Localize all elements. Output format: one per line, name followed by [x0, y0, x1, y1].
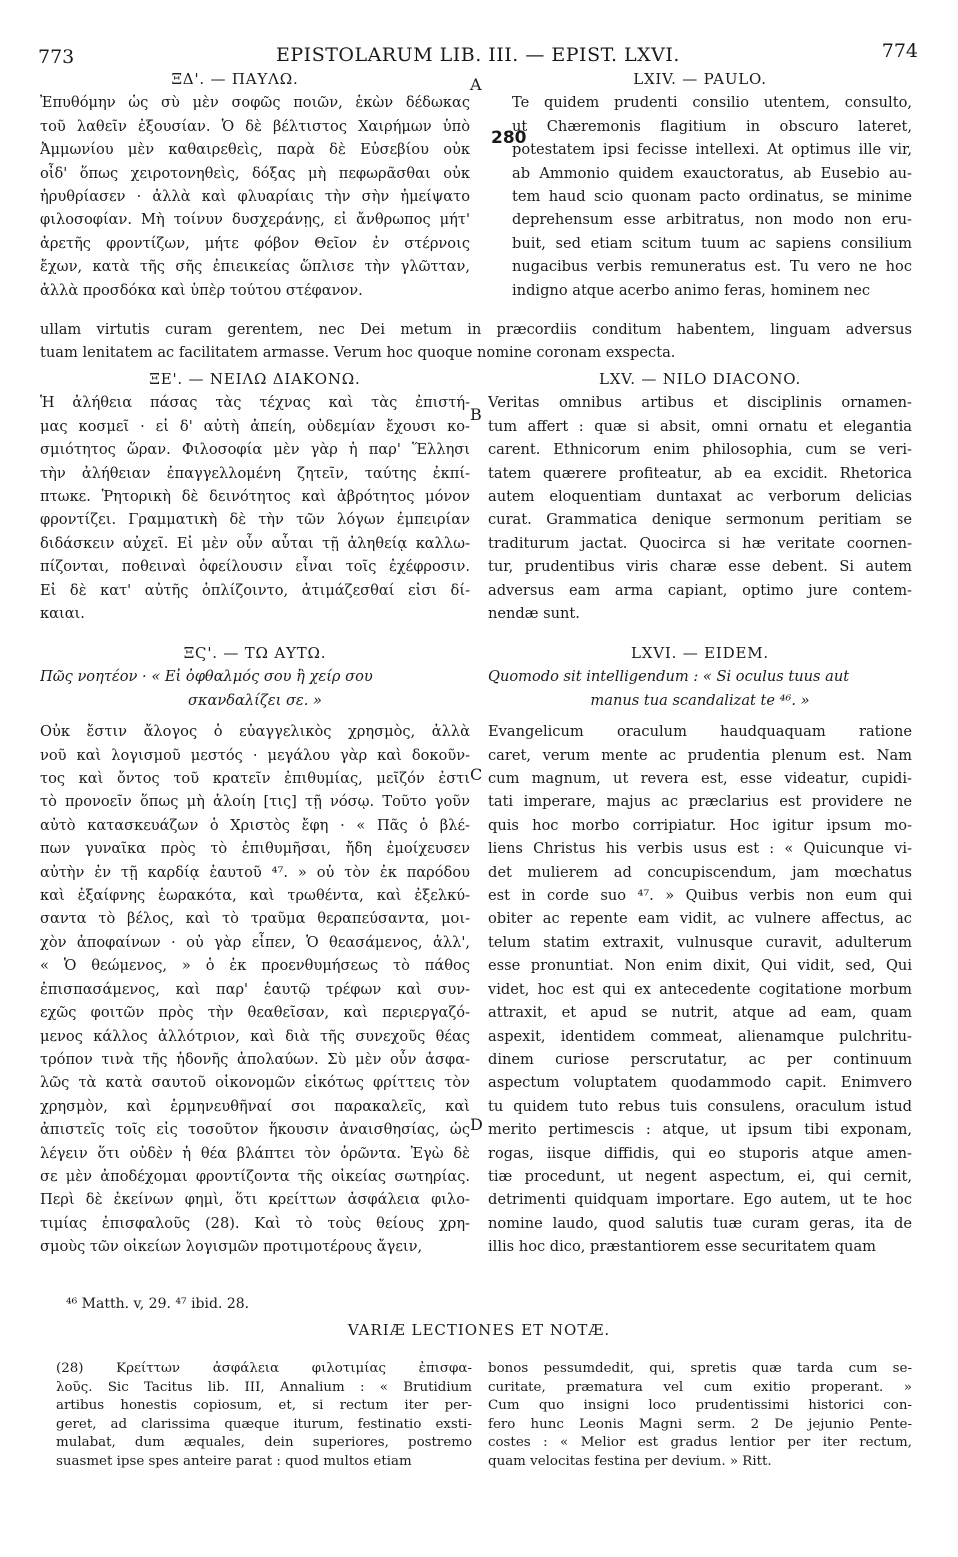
letter-64-latin-text: [488, 91, 912, 302]
latin-text-line: ut Chæremonis flagitium in obscuro lateret,: [512, 117, 912, 135]
latin-text-line: det mulierem ad concupiscendum, jam mœchatus: [488, 863, 912, 881]
greek-text-line: Ἐπυθόμην ὡς σὺ μὲν σοφῶς ποιῶν, ἑκὼν δέδωκας: [40, 94, 470, 112]
margin-letter-b: B: [470, 405, 482, 424]
letter-66-latin: [488, 642, 912, 1259]
latin-text-line: Veritas omnibus artibus et disciplinis ornamen-: [488, 394, 912, 412]
greek-text-line: εχῶς φοιτῶν πρὸς τὴν θεαθεῖσαν, καὶ περιεργαζό-: [40, 1004, 470, 1022]
latin-text-line: adversus eam arma capiant, optimo jure contem-: [488, 581, 912, 599]
greek-text-line: τος καὶ ὄντος τοῦ κρατεῖν ἐπιθυμίας, μεῖζόν ἐστι: [40, 770, 470, 788]
latin-text-line: dinem curiose perscrutatur, ac per continuum: [488, 1050, 912, 1068]
greek-text-line: ἠρυθρίασεν · ἀλλὰ καὶ φλυαρίαις τὴν σὴν ἠμείψατο: [40, 188, 470, 206]
latin-text-line: tati imperare, majus ac præclarius est providere ne: [488, 793, 912, 811]
latin-text-line: Te quidem prudenti consilio utentem, consulto,: [512, 94, 912, 112]
footnotes: ⁴⁶ Matth. v, 29. ⁴⁷ ibid. 28.: [66, 1296, 250, 1312]
letter-65-greek-heading: ΞΕ'. — ΝΕΙΛΩ ΔΙΑΚΟΝΩ.: [149, 370, 361, 388]
letter-64-latin-heading: LXIV. — PAULO.: [633, 70, 767, 88]
latin-text-line: nugacibus verbis remuneratus est. Tu vero ne hoc: [512, 258, 912, 276]
latin-text-line: cum magnum, ut revera est, esse videatur, cupidi-: [488, 770, 912, 788]
note-line: curitate, præmatura vel cum exitio properant. »: [488, 1379, 912, 1395]
greek-text-line: τοῦ λαθεῖν ἐξουσίαν. Ὁ δὲ βέλτιστος Χαιρήμων ὑπὸ: [40, 117, 470, 135]
variae-lectiones-heading: VARIÆ LECTIONES ET NOTÆ.: [347, 1321, 611, 1339]
note-line: quam velocitas festina per devium. » Ritt.: [488, 1453, 772, 1469]
greek-text-line: Εἰ δὲ κατ' αὐτῆς ὁπλίζοιντο, ἀτιμάζεσθαί εἰσι δί-: [40, 581, 470, 599]
greek-text-line: Ἀμμωνίου μὲν καθαιρεθεὶς, παρὰ δὲ Εὐσεβίου οὐκ: [40, 141, 470, 159]
letter-65-greek: [40, 368, 470, 625]
greek-text-line: αὐτὴν ἐν τῇ καρδίᾳ ἑαυτοῦ ⁴⁷. » οὐ τὸν ἐκ παρόδου: [40, 863, 470, 881]
letter-66-latin-text: [488, 720, 912, 1258]
letter-66-greek-subtitle: Πῶς νοητέον · « Εἰ ὀφθαλμός σου ἢ χείρ σου: [40, 668, 373, 686]
letter-65-latin-heading: LXV. — NILO DIACONO.: [598, 370, 802, 388]
latin-text-line: tem haud scio quonam pacto ordinatus, se minime: [512, 188, 912, 206]
greek-text-line: πίζονται, ποθειναὶ ὀφείλουσιν εἶναι τοῖς ἐχέφροσιν.: [40, 558, 470, 576]
greek-text-line: καὶ ἐξαίφνης ἑωρακότα, καὶ τρωθέντα, καὶ ἐξελκύ-: [40, 887, 470, 905]
latin-text-line: autem eloquentiam duntaxat ac verborum delicias: [488, 488, 912, 506]
latin-text-line: tum affert : quæ si absit, omni ornatu et elegantia: [488, 417, 912, 435]
greek-text-line: ἔχων, κατὰ τῆς σῆς ἐπιεικείας ὥπλισε τὴν γλῶτταν,: [40, 258, 470, 276]
greek-text-line: νοῦ καὶ λογισμοῦ μεστός · μεγάλου γὰρ καὶ δοκοῦν-: [40, 746, 470, 764]
latin-text-line: attraxit, et apud se nutrit, atque ad eam, quam: [488, 1004, 912, 1022]
latin-text-line: detrimenti quidquam importare. Ego autem, ut te hoc: [488, 1191, 912, 1209]
note-line: (28) Κρείττων ἀσφάλεια φιλοτιμίας ἐπισφα-: [56, 1361, 472, 1376]
letter-64-greek-heading: ΞΔ'. — ΠΑΥΛΩ.: [171, 70, 299, 88]
note-line: artibus honestis copiosum, et, si rectum iter per-: [56, 1398, 472, 1414]
latin-text-line: tur, prudentibus viris charæ esse debent. Si autem: [488, 558, 912, 576]
greek-text-line: πων γυναῖκα πρὸς τὸ ἐπιθυμῆσαι, ἤδη ἐμοίχευσεν: [40, 840, 470, 858]
greek-text-line: λέγειν ὅτι οὐδὲν ἡ θέα βλάπτει τὸν ὁρῶντα. Ἐγὼ δὲ: [40, 1144, 470, 1162]
greek-text-line: ἀρετῆς φροντίζων, μήτε φόβον Θεῖον ἐν στέρνοις: [40, 234, 470, 252]
latin-text-line: est in corde suo ⁴⁷. » Quibus verbis non eum qui: [488, 887, 912, 905]
greek-text-line: ἀλλὰ προσδόκα καὶ ὑπὲρ τούτου στέφανον.: [40, 281, 363, 299]
letter-66-greek-heading: ΞϚ'. — ΤΩ ΑΥΤΩ.: [183, 644, 327, 662]
latin-text-line: deprehensum esse arbitratus, non modo non eru-: [512, 211, 912, 229]
latin-text-line: liens Christus his verbis usus est : « Quicunque vi-: [488, 840, 912, 858]
greek-text-line: μας κοσμεῖ · εἰ δ' αὐτὴ ἀπείη, οὐδεμίαν ἔχουσι κο-: [40, 417, 470, 435]
greek-text-line: τὴν ἀλήθειαν ἐπαγγελλομένη ζητεῖν, ταύτης ἐκπί-: [40, 464, 470, 482]
greek-text-line: φιλοσοφίαν. Μὴ τοίνυν δυσχεράνῃς, εἰ ἄνθρωπος μήτ': [40, 211, 470, 229]
margin-letter-a: A: [470, 75, 482, 94]
latin-text-line: ullam virtutis curam gerentem, nec Dei metum in præcordiis conditum habentem, linguam adversus: [40, 321, 912, 338]
greek-text-line: λῶς τὰ κατὰ σαυτοῦ οἰκονομῶν εἰκότως φρίττεις τὸν: [40, 1074, 470, 1092]
letter-66-greek: [40, 642, 470, 1259]
notes-left-column: [56, 1360, 472, 1472]
latin-text-line: tiæ procedunt, ut negent aspectum, ei, qui cernit,: [488, 1167, 912, 1185]
note-line: Cum quo insigni loco prudentissimi historici con-: [488, 1398, 912, 1414]
greek-text-line: ἀπιστεῖς τοῖς εἰς τοσοῦτον ἥκουσιν ἀναισθησίας, ὡς: [40, 1121, 470, 1139]
letter-64-greek-text: [40, 91, 470, 302]
letter-66-latin-heading: LXVI. — EIDEM.: [631, 644, 769, 662]
greek-text-line: σε μὲν ἀποδέχομαι φροντίζοντα τῆς οἰκείας σωτηρίας.: [40, 1167, 470, 1185]
note-line: λοῦς. Sic Tacitus lib. III, Annalium : « Brutidium: [56, 1379, 472, 1395]
greek-text-line: Οὐκ ἔστιν ἄλογος ὁ εὐαγγελικὸς χρησμὸς, ἀλλὰ: [40, 723, 470, 741]
greek-text-line: χὸν ἀποφαίνων · οὐ γὰρ εἶπεν, Ὁ θεασάμενος, ἀλλ',: [40, 933, 470, 951]
left-page-number: 773: [38, 46, 75, 68]
latin-text-line: rogas, iisque diffidis, qui eo stuporis atque amen-: [488, 1144, 912, 1162]
note-line: costes : « Melior est gradus lentior per iter rectum,: [488, 1435, 912, 1451]
letter-65-greek-text: [40, 391, 470, 625]
greek-text-line: φροντίζει. Γραμματικὴ δὲ τὴν τῶν λόγων ἐμπειρίαν: [40, 511, 470, 529]
latin-text-line: Evangelicum oraculum haudquaquam ratione: [488, 723, 912, 741]
note-line: bonos pessumdedit, qui, spretis quæ tarda cum se-: [488, 1361, 912, 1376]
letter-66-greek-text: [40, 720, 470, 1258]
letter-64-latin: [488, 68, 912, 302]
margin-letter-d: D: [470, 1115, 483, 1134]
greek-text-line: Ἡ ἀλήθεια πάσας τὰς τέχνας καὶ τὰς ἐπιστή-: [40, 394, 470, 412]
margin-letter-c: C: [470, 765, 483, 784]
note-line: geret, ad clarissima quæque iturum, festinatio exsti-: [56, 1416, 472, 1432]
greek-text-line: τρόπον τινὰ τῆς ἡδονῆς ἀπολαύων. Σὺ μὲν οὖν ἀσφα-: [40, 1050, 470, 1068]
latin-text-line: tu quidem tuto rebus tuis consulens, oraculum istud: [488, 1097, 912, 1115]
latin-text-line: telum statim extraxit, vulnusque curavit, adulterum: [488, 933, 912, 951]
running-title: EPISTOLARUM LIB. III. — EPIST. LXVI.: [276, 44, 680, 66]
latin-text-line: merito pertimescis : atque, ut ipsum tibi exponam,: [488, 1121, 912, 1139]
latin-text-line: quis hoc morbo corripiatur. Hoc igitur ipsum mo-: [488, 816, 912, 834]
latin-text-line: carent. Ethnicorum enim philosophia, cum se veri-: [488, 441, 912, 459]
note-line: suasmet ipse spes anteire parat : quod multos etiam: [56, 1453, 412, 1469]
latin-text-line: curat. Grammatica denique sermonum peritiam se: [488, 511, 912, 529]
notes-right-column: [488, 1360, 912, 1472]
greek-text-line: σμιότητος ὥραν. Φιλοσοφία μὲν γὰρ ἡ παρ' Ἕλλησι: [40, 441, 470, 459]
latin-text-line: tatem quærere profiteatur, ab ea excidit. Rhetorica: [488, 464, 912, 482]
greek-text-line: σμοὺς τῶν οἰκείων λογισμῶν προτιμοτέρους ἄγειν,: [40, 1238, 423, 1256]
greek-text-line: διδάσκειν αὐχεῖ. Εἰ μὲν οὖν αὗται τῇ ἀληθείᾳ καλλω-: [40, 534, 470, 552]
latin-text-line: obiter ac repente eam vidit, ac vulnere affectus, ac: [488, 910, 912, 928]
latin-text-line: buit, sed etiam scitum tuum ac sapiens consilium: [512, 234, 912, 252]
note-line: fero hunc Leonis Magni serm. 2 De jejunio Pente-: [488, 1416, 912, 1432]
greek-text-line: ἐπισπασάμενος, καὶ παρ' ἑαυτῷ τρέφων καὶ συν-: [40, 980, 470, 998]
page-header: [38, 40, 918, 70]
right-page-number: 774: [881, 40, 918, 62]
latin-text-line: nomine laudo, quod salutis tuæ curam geras, ita de: [488, 1214, 912, 1232]
note-line: mulabat, dum æquales, dein superiores, postremo: [56, 1435, 472, 1451]
latin-text-line: tuam lenitatem ac facilitatem armasse. Verum hoc quoque nomine coronam exspecta.: [40, 344, 676, 362]
greek-text-line: πτωκε. Ῥητορικὴ δὲ δεινότητος καὶ ἀβρότητος μόνον: [40, 488, 470, 506]
letter-65-latin-text: [488, 391, 912, 625]
letter-66-greek-subtitle-2: σκανδαλίζει σε. »: [188, 691, 322, 709]
greek-text-line: Περὶ δὲ ἐκείνων φημὶ, ὅτι κρείττων ἀσφάλεια φιλο-: [40, 1191, 470, 1209]
letter-66-latin-subtitle-2: manus tua scandalizat te ⁴⁶. »: [590, 691, 810, 709]
latin-text-line: aspexit, identidem commeat, alienamque pulchritu-: [488, 1027, 912, 1045]
greek-text-line: αὐτὸ κατασκευάζων ὁ Χριστὸς ἔφη · « Πᾶς ὁ βλέ-: [40, 816, 470, 834]
latin-text-line: aspectum voluptatem quodammodo capit. Enimvero: [488, 1074, 912, 1092]
latin-text-line: traditurum jactat. Quocirca si hæ veritate coornen-: [488, 534, 912, 552]
latin-text-line: potestatem ipsi fecisse intellexi. At optimus ille vir,: [512, 141, 912, 159]
letter-64-latin-full: [40, 318, 912, 365]
latin-text-line: illis hoc dico, præstantiorem esse securitatem quam: [488, 1238, 876, 1256]
greek-text-line: καιαι.: [40, 605, 85, 623]
letter-66-latin-subtitle: Quomodo sit intelligendum : « Si oculus tuus aut: [488, 668, 850, 686]
greek-text-line: μενος κάλλος ἀλλότριον, καὶ διὰ τῆς συνεχοῦς θέας: [40, 1027, 470, 1045]
letter-64-greek: [40, 68, 470, 302]
latin-text-line: caret, verum mente ac prudentia plenum est. Nam: [488, 746, 912, 764]
greek-text-line: οἶδ' ὅπως χειροτονηθεὶς, δόξας μὴ πεφωρᾶσθαι οὐκ: [40, 164, 470, 182]
latin-text-line: indigno atque acerbo animo feras, hominem nec: [512, 281, 871, 299]
column-number: 280: [491, 128, 527, 148]
greek-text-line: χρησμὸν, καὶ ἑρμηνευθῆναί σοι παρακαλεῖς, καὶ: [40, 1097, 470, 1115]
greek-text-line: τὸ προνοεῖν ὅπως μὴ ἁλοίη [τις] τῇ νόσῳ. Τοῦτο γοῦν: [40, 793, 470, 811]
letter-65-latin: [488, 368, 912, 625]
latin-text-line: ab Ammonio quidem exauctoratus, ab Eusebio au-: [512, 164, 912, 182]
latin-text-line: esse pronuntiat. Non enim dixit, Qui vidit, sed, Qui: [488, 957, 912, 975]
greek-text-line: « Ὁ θεώμενος, » ὁ ἐκ προενθυμήσεως τὸ πάθος: [40, 957, 470, 975]
latin-text-line: nendæ sunt.: [488, 605, 580, 623]
greek-text-line: σαντα τὸ βέλος, καὶ τὸ τραῦμα θεραπεύσαντα, μοι-: [40, 910, 470, 928]
latin-text-line: videt, hoc est qui ex antecedente cogitatione morbum: [488, 980, 912, 998]
greek-text-line: τιμίας ἐπισφαλοῦς (28). Καὶ τὸ τοὺς θείους χρη-: [40, 1214, 470, 1232]
